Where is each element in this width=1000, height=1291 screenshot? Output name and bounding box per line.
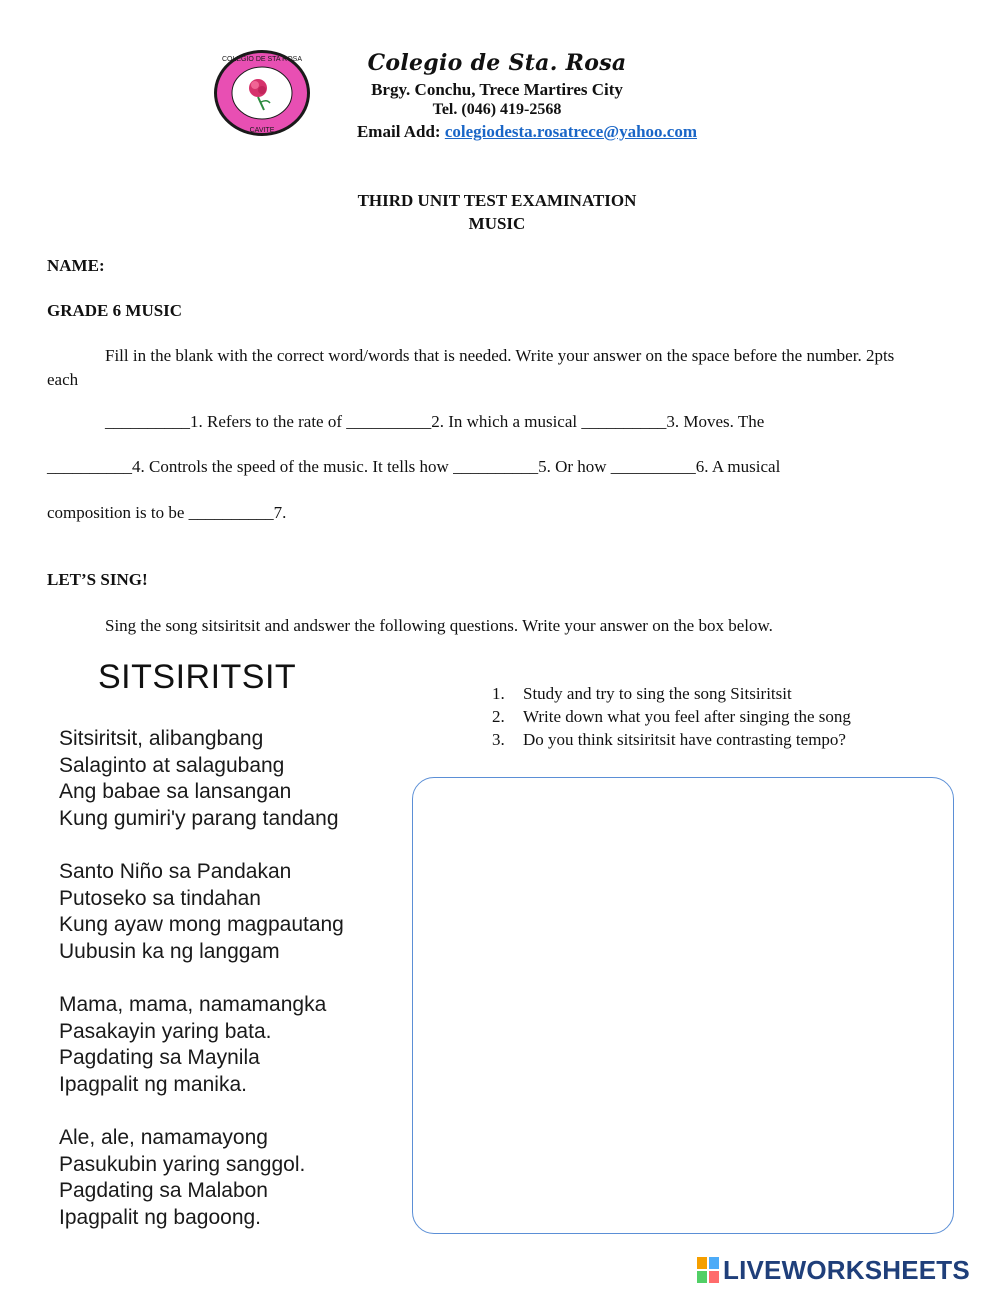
school-address: Brgy. Conchu, Trece Martires City [371, 80, 623, 99]
question-item [492, 705, 851, 728]
song-line: Pagdating sa Malabon [59, 1179, 268, 1202]
liveworksheets-text: LIVEWORKSHEETS [723, 1254, 970, 1285]
grade-label: GRADE 6 MUSIC [47, 301, 183, 320]
question-number: 3. [492, 730, 505, 749]
question-text: Do you think sitsiritsit have contrasting tempo? [523, 730, 846, 749]
seal-text-bottom: CAVITE [249, 127, 275, 134]
song-stanza [59, 726, 339, 832]
name-label: NAME: [47, 256, 105, 275]
question-number: 2. [492, 707, 505, 726]
exam-title: THIRD UNIT TEST EXAMINATION [357, 191, 637, 210]
song-line: Mama, mama, namamangka [59, 993, 327, 1016]
exam-subject: MUSIC [468, 214, 526, 233]
song-line: Kung gumiri'y parang tandang [59, 806, 339, 830]
lets-sing-label: LET’S SING! [47, 570, 148, 589]
school-telephone: Tel. (046) 419-2568 [432, 101, 562, 118]
school-seal-logo [212, 48, 312, 138]
question-text: Study and try to sing the song Sitsiritsit [523, 684, 792, 703]
answer-textbox[interactable] [412, 777, 954, 1234]
song-line: Kung ayaw mong magpautang [59, 913, 344, 936]
song-line: Pagdating sa Maynila [59, 1046, 260, 1069]
song-stanza [59, 992, 326, 1098]
seal-text-top: COLEGIO DE STA ROSA [221, 56, 303, 63]
fill-in-line-1: __________1. Refers to the rate of __________2. In which a musical __________3. Moves. The [105, 412, 765, 431]
song-line: Santo Niño sa Pandakan [59, 860, 292, 883]
song-stanza [59, 859, 344, 965]
fill-in-line-2: __________4. Controls the speed of the music. It tells how __________5. Or how __________6. A musical [47, 457, 781, 476]
song-line: Ale, ale, namamayong [59, 1126, 268, 1149]
song-line: Uubusin ka ng langgam [59, 939, 280, 963]
email-label: Email Add: [356, 122, 441, 141]
liveworksheets-logo [697, 1254, 970, 1286]
song-line: Putoseko sa tindahan [59, 886, 261, 910]
email-line [322, 122, 732, 142]
question-text: Write down what you feel after singing the song [523, 707, 851, 726]
question-number: 1. [492, 684, 505, 703]
song-line: Ang babae sa lansangan [59, 780, 292, 803]
question-item [492, 682, 851, 705]
question-list [492, 682, 851, 751]
exam-heading [0, 189, 994, 235]
song-line: Ipagpalit ng bagoong. [59, 1205, 262, 1229]
song-line: Pasukubin yaring sanggol. [59, 1152, 306, 1176]
song-title: SITSIRITSIT [98, 658, 297, 696]
fill-in-line-3: composition is to be __________7. [47, 503, 287, 522]
liveworksheets-icon [697, 1257, 719, 1283]
email-link[interactable]: colegiodesta.rosatrece@yahoo.com [444, 122, 698, 141]
fill-in-instructions: Fill in the blank with the correct word/words that is needed. Write your answer on the space before the number. 2pts each [47, 346, 895, 389]
question-item [492, 728, 851, 751]
song-line: Pasakayin yaring bata. [59, 1019, 272, 1043]
song-stanza [59, 1125, 305, 1231]
song-line: Sitsiritsit, alibangbang [59, 727, 264, 750]
song-line: Ipagpalit ng manika. [59, 1072, 247, 1096]
song-line: Salaginto at salagubang [59, 753, 285, 777]
sing-instructions: Sing the song sitsiritsit and andswer the following questions. Write your answer on the box below. [105, 616, 773, 635]
school-name: Colegio de Sta. Rosa [367, 50, 627, 76]
